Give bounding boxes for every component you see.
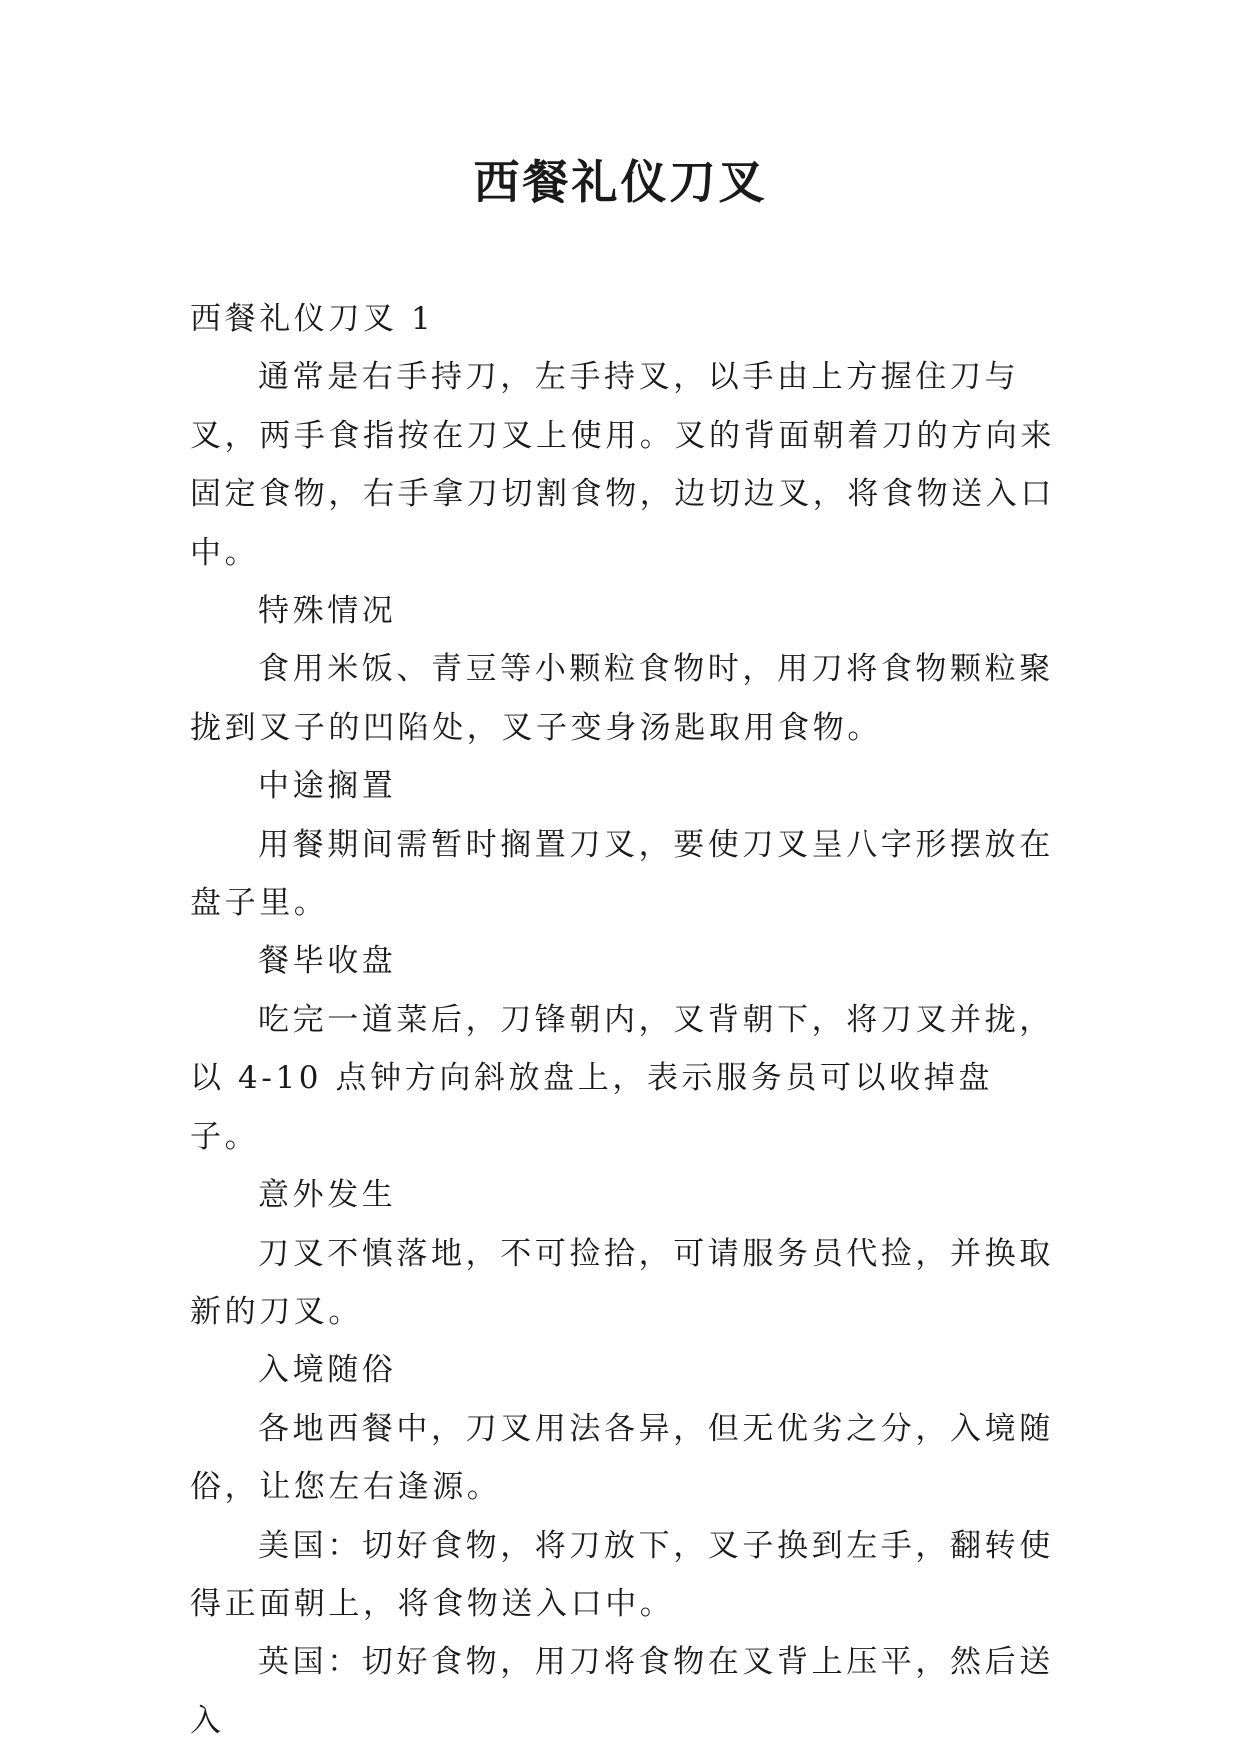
heading-special-cases: 特殊情况 [258,593,397,630]
heading-midway-rest: 中途搁置 [258,768,397,805]
document-body [190,290,1060,1750]
heading-accident: 意外发生 [258,1177,397,1214]
paragraph-uk-style: 英国：切好食物，用刀将食物在叉背上压平，然后送入 [190,1644,1054,1739]
document-title: 西餐礼仪刀叉 [473,155,768,209]
paragraph-usa-style: 美国：切好食物，将刀放下，叉子换到左手，翻转使得正面朝上，将食物送入口中。 [190,1527,1054,1622]
paragraph-finished-plate: 吃完一道菜后，刀锋朝内，叉背朝下，将刀叉并拢，以 4-10 点钟方向斜放盘上，表示服务员可以收掉盘子。 [190,1001,1054,1155]
paragraph-midway-rest: 用餐期间需暂时搁置刀叉，要使刀叉呈八字形摆放在盘子里。 [190,826,1054,922]
paragraph-local-customs: 各地西餐中，刀叉用法各异，但无优劣之分，入境随俗，让您左右逢源。 [190,1410,1054,1506]
paragraph-knife-fork-usage: 通常是右手持刀，左手持叉，以手由上方握住刀与叉，两手食指按在刀叉上使用。叉的背面朝着刀的方向来固定食物，右手拿刀切割食物，边切边叉，将食物送入口中。 [190,359,1055,571]
paragraph-special-cases: 食用米饭、青豆等小颗粒食物时，用刀将食物颗粒聚拢到叉子的凹陷处，叉子变身汤匙取用食物。 [190,651,1054,746]
section-label: 西餐礼仪刀叉 1 [190,301,435,337]
heading-finished-plate: 餐毕收盘 [258,943,397,980]
paragraph-accident: 刀叉不慎落地，不可捡拾，可请服务员代捡，并换取新的刀叉。 [190,1235,1054,1330]
heading-local-customs: 入境随俗 [258,1352,397,1389]
